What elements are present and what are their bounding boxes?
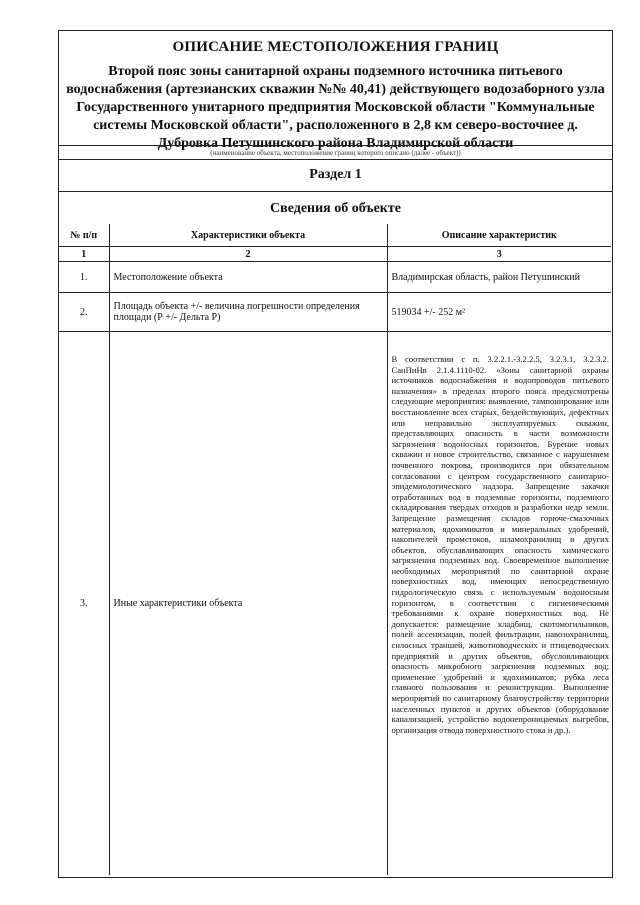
divider [59,145,612,146]
row-description: Владимирская область, район Петушинский [387,262,611,293]
row-characteristic: Иные характеристики объекта [109,332,387,876]
document-frame [58,30,613,878]
row-characteristic: Местоположение объекта [109,262,387,293]
column-number: 2 [109,247,387,262]
table-row [59,332,611,876]
table-header-row [59,224,611,247]
row-number: 3. [59,332,109,876]
table-row [59,262,611,293]
row-description: В соответствии с п. 3.2.2.1.-3.2.2.5, 3.2.3.1, 3.2.3.2. СанПиНв 2.1.4.1110-02. «Зоны санитарной охраны источников водоснабжения и водопроводов питьевого назначения» в пределах второго пояса предусмотрены следующие мероприятия: выявление, тампонирование или восстановление всех старых, бездействующих, дефектных или неправильно эксплуатируемых скважин, представляющих опасность в части возможности загрязнения водоносных горизонтов. Бурение новых скважин и новое строительство, связанное с нарушением почвенного покрова, производится при обязательном согласовании с центром государственного санитарно-эпидемиологического надзора. Запрещение закачки отработанных вод в подземные горизонты, подземного складирования твердых отходов и разработки недр земли. Запрещение размещения складов горюче-смазочных материалов, ядохимикатов и минеральных удобрений, накопителей промстоков, шламохранилищ и других объектов, обуславливающих опасность химического загрязнения подземных вод. Своевременное выполнение необходимых мероприятий по санитарной охране поверхностных вод, имеющих непосредственную гидрологическую связь с используемым водоносным горизонтом, в соответствии с гигиеническими требованиями к охране поверхностных вод. Не допускается: размещение кладбищ, скотомогильников, полей ассенизации, полей фильтрации, навозохранилищ, силосных траншей, животноводческих и птицеводческих предприятий и других объектов, обусловливающих опасность микробного загрязнения подземных вод; применение удобрений и ядохимикатов; рубка леса главного пользования и реконструкции. Выполнение мероприятий по санитарному благоустройству территории населенных пунктов и других объектов (оборудование канализацией, устройство водонепроницаемых выгребов, организация отвода поверхностного стока и др.). [387,332,611,876]
divider [59,191,612,192]
row-characteristic: Площадь объекта +/- величина погрешности определения площади (Р +/- Дельта Р) [109,293,387,332]
section-subtitle: Сведения об объекте [270,201,401,216]
column-header: Характеристики объекта [109,224,387,247]
row-description: 519034 +/- 252 м² [387,293,611,332]
document-title: ОПИСАНИЕ МЕСТОПОЛОЖЕНИЯ ГРАНИЦ [172,39,499,55]
column-number: 3 [387,247,611,262]
object-info-table [59,224,611,875]
column-number-row [59,247,611,262]
row-number: 1. [59,262,109,293]
column-number: 1 [59,247,109,262]
object-name-note: (наименование объекта, местоположение границ которого описано (далее - объект)) [210,149,461,157]
section-title: Раздел 1 [309,167,362,182]
object-name: Второй пояс зоны санитарной охраны подземного источника питьевого водоснабжения (артезианских скважин №№ 40,41) действующего водозаборного узла Государственного унитарного предприятия Московской области "Коммунальные системы Московской области", расположенного в 2,8 км северо-восточнее д. Дубровка Петушинского района Владимирской области [66,64,605,151]
column-header: Описание характеристик [387,224,611,247]
column-header: № п/п [59,224,109,247]
table-row [59,293,611,332]
divider [59,159,612,160]
row-number: 2. [59,293,109,332]
